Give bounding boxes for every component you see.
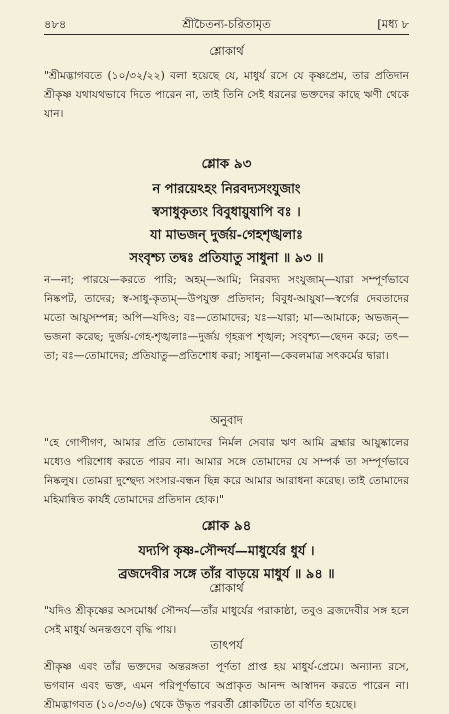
translation-text: "হে গোপীগণ, আমার প্রতি তোমাদের নির্মল সেবার ঋণ আমি ব্রহ্মার আয়ুষ্কালের মধ্যেও পরিশোধ করতে পারব না। আমার সঙ্গে তোমাদের যে সম্পর্ক তা সম্পূর্ণভাবে নিষ্কলুষ। তোমরা দুশ্ছেদ্য সংসার-বন্ধন ছিন্ন করে আমার আরাধনা করেছ। তাই তোমাদের মহিমান্বিত কার্যই তোমাদের প্রতিদান হোক।" <box>44 436 409 506</box>
synonyms-block <box>44 270 409 365</box>
header-rule <box>44 34 409 35</box>
section-heading-translation: অনুবাদ <box>210 413 243 427</box>
sloka-heading-93: শ্লোক ৯৩ <box>201 156 252 172</box>
purport-block <box>44 637 409 714</box>
purport-text: শ্রীকৃষ্ণ এবং তাঁর ভক্তদের অন্তরঙ্গতা পূর্ণতা প্রাপ্ত হয় মাধুর্য-প্রেমে। অন্যান্য রসে, ভগবান এবং ভক্ত, এমন পরিপূর্ণভাবে অপ্রাকৃত আনন্দ আস্বাদন করতে পারেন না। শ্রীমদ্ভাগবত (১০/৩৩/৬) থেকে উদ্ধৃত পরবর্তী শ্লোকটিতে তা বর্ণিত হয়েছে। <box>44 660 409 711</box>
verse-meaning-block <box>44 43 409 123</box>
section-heading-meaning: শ্লোকার্থ <box>209 44 244 58</box>
sloka-93-verse <box>44 178 409 270</box>
verse-meaning-text: "শ্রীমদ্ভাগবতে (১০/৩২/২২) বলা হয়েছে যে, মাধুর্য রসে যে কৃষ্ণপ্রেম, তার প্রতিদান শ্রীকৃষ্ণ যথাযথভাবে দিতে পারেন না, তাই তিনি সেই ধরনের ভক্তদের কাছে ঋণী থেকে যান। <box>44 69 409 120</box>
section-heading-meaning-94: শ্লোকার্থ <box>209 581 244 595</box>
word-for-word-synonyms: ন—না; পারয়ে—করতে পারি; অহম্—আমি; নিরবদ্য সংযুজাম্—যারা সম্পূর্ণভাবে নিষ্কপট, তাদের; স্ব-সাধু-কৃত্যম্—উপযুক্ত প্রতিদান; বিবুধ-আয়ুষা—স্বর্গের দেবতাদের মতো আয়ুসম্পন্ন; অপি—যদিও; বঃ—তোমাদের; যঃ—যারা; মা—আমাকে; অভজন্—ভজনা করেছ; দুর্জয়-গেহ-শৃঙ্খলাঃ—দুর্জয় গৃহরূপ শৃঙ্খল; সংবৃশ্চ্য—ছেদন করে; তৎ—তা; বঃ—তোমাদের; প্রতিযাতু—প্রতিশোধ করা; সাধুনা—কেবলমাত্র সৎকর্মের দ্বারা। <box>44 273 409 362</box>
sloka-94-meaning-block <box>44 580 409 639</box>
sloka-93 <box>44 153 409 270</box>
verse-line: যদ্যপি কৃষ্ণ-সৌন্দর্য—মাধুর্যের ধুর্য । <box>138 544 315 559</box>
page-number: ৪৮৪ <box>44 17 67 31</box>
verse-line: স্বসাধুকৃত্যং বিবুধায়ুষাপি বঃ । <box>152 205 301 220</box>
verse-line: সংবৃশ্চ্য তদ্বঃ প্রতিযাতু সাধুনা ॥ ৯৩ ॥ <box>129 251 324 266</box>
chapter-label: [মধ্য ৮ <box>377 17 409 31</box>
sloka-94-meaning-text: "যদিও শ্রীকৃষ্ণের অসমোর্ধ্ব সৌন্দর্য—তাঁর মাধুর্যের পরাকাষ্ঠা, তবুও ব্রজদেবীর সঙ্গ হলে সেই মাধুর্য অনন্তগুণে বৃদ্ধি পায়। <box>44 604 409 636</box>
verse-line: ব্রজদেবীর সঙ্গে তাঁর বাড়য়ে মাধুর্য ॥ ৯৪ ॥ <box>118 567 335 582</box>
running-header <box>44 14 409 32</box>
verse-line: ন পারয়েঽহং নিরবদ্যসংযুজাং <box>152 182 301 197</box>
verse-line: যা মাভজন্ দুর্জয়-গেহশৃঙ্খলাঃ <box>150 228 303 243</box>
translation-block <box>44 412 409 509</box>
section-heading-purport: তাৎপর্য <box>210 638 243 652</box>
book-title: শ্রীচৈতন্য-চরিতামৃত <box>182 17 271 31</box>
sloka-heading-94: শ্লোক ৯৪ <box>201 518 252 534</box>
sloka-94 <box>44 515 409 586</box>
